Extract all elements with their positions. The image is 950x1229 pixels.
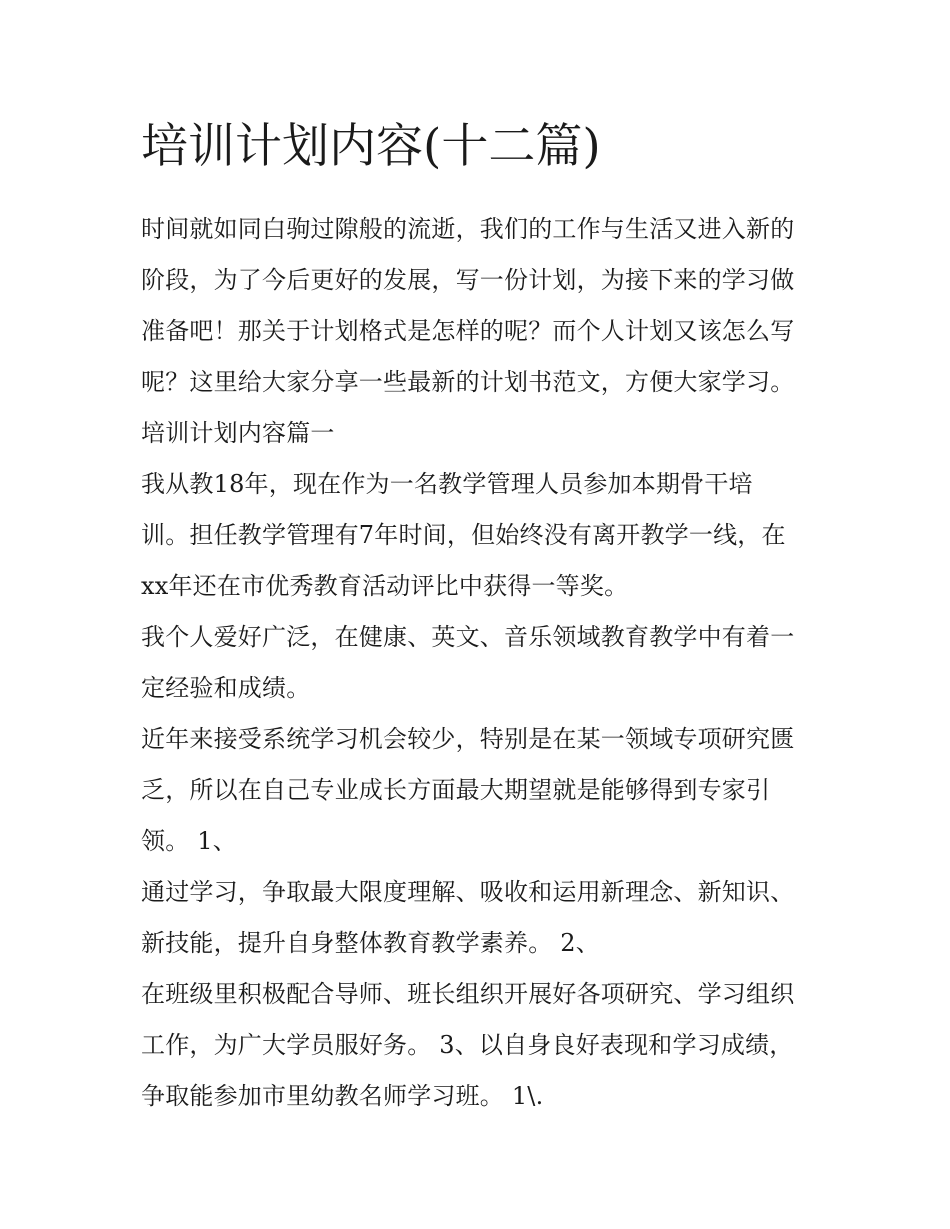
text-line: 近年来接受系统学习机会较少，特别是在某一领域专项研究匮 (141, 725, 795, 753)
document-title: 培训计划内容(十二篇) (141, 119, 601, 174)
text-line: 我从教18年，现在作为一名教学管理人员参加本期骨干培 (141, 470, 753, 498)
document-page (141, 112, 821, 1122)
text-line: 我个人爱好广泛，在健康、英文、音乐领域教育教学中有着一 (141, 623, 795, 651)
text-line: 工作，为广大学员服好务。 3、以自身良好表现和学习成绩， (141, 1031, 794, 1059)
text-line: 培训计划内容篇一 (141, 419, 335, 447)
paragraph-hobbies (141, 612, 821, 714)
text-line: 领。 1、 (141, 827, 237, 855)
paragraph-goal-1 (141, 867, 821, 969)
text-line: 乏，所以在自己专业成长方面最大期望就是能够得到专家引 (141, 776, 771, 804)
paragraph-expectation (141, 714, 821, 867)
text-line: 准备吧！那关于计划格式是怎样的呢？而个人计划又该怎么写 (141, 317, 795, 345)
paragraph-intro (141, 204, 821, 408)
text-line: 争取能参加市里幼教名师学习班。 1\. (141, 1082, 544, 1110)
paragraph-goal-2 (141, 969, 821, 1122)
section-heading (141, 408, 821, 459)
text-line: 通过学习，争取最大限度理解、吸收和运用新理念、新知识、 (141, 878, 795, 906)
text-line: 训。担任教学管理有7年时间，但始终没有离开教学一线，在 (141, 521, 786, 549)
text-line: xx年还在市优秀教育活动评比中获得一等奖。 (141, 572, 629, 600)
text-line: 定经验和成绩。 (141, 674, 311, 702)
text-line: 阶段，为了今后更好的发展，写一份计划，为接下来的学习做 (141, 266, 795, 294)
text-line: 时间就如同白驹过隙般的流逝，我们的工作与生活又进入新的 (141, 215, 795, 243)
text-line: 新技能，提升自身整体教育教学素养。 2、 (141, 929, 600, 957)
text-line: 呢？这里给大家分享一些最新的计划书范文，方便大家学习。 (141, 368, 795, 396)
paragraph-background (141, 459, 821, 612)
text-line: 在班级里积极配合导师、班长组织开展好各项研究、学习组织 (141, 980, 795, 1008)
